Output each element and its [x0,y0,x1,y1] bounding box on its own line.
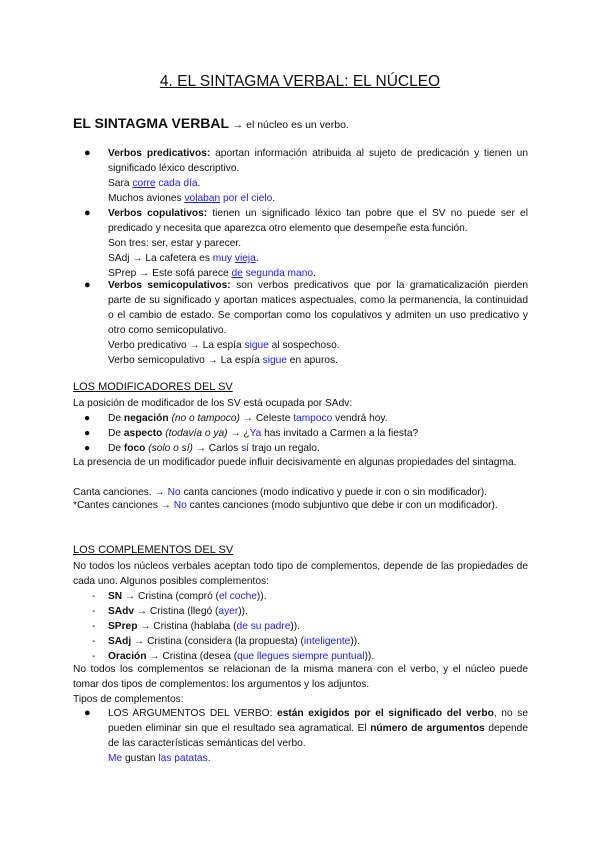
dash-icon: - [92,606,96,617]
modifiers-paragraph: La presencia de un modificador puede influir decisivamente en algunas propiedades del sintagma. [73,457,517,468]
example-complement: segunda mano [245,268,314,279]
item-highlight: de su padre [236,621,291,632]
item-bold: SPrep [108,621,138,632]
example-head: vieja [234,253,256,264]
example-text: *Cantes canciones → [73,500,174,511]
item-bold: SAdv [108,606,135,617]
example-text: . [255,253,259,264]
item-text: → Cristina (desea ( [146,651,238,662]
item-text: )). [290,621,300,632]
example-text: en apuros. [286,355,338,366]
modifier-item [84,441,320,456]
item-text: → Cristina (llegó ( [134,606,219,617]
example-verb: corre [132,178,156,189]
subsection-title-modificadores: LOS MODIFICADORES DEL SV [73,381,233,393]
bullet-icon: ● [84,207,91,219]
item-italic: (todavía o ya) [165,428,228,439]
item-text: → Celeste [239,413,294,424]
bullet-label: Verbos semicopulativos: [108,280,231,291]
dash-icon: - [92,591,96,602]
section-heading-rest: → el núcleo es un verbo. [232,119,349,131]
item-bold: SAdj [108,636,132,647]
item-bold: foco [123,443,146,454]
example-line [108,338,340,353]
example-text: . [313,268,316,279]
example-modifier: No [173,500,187,511]
example-verb: gustan [122,753,159,764]
example-line [108,176,200,191]
bullet-icon: ● [84,147,91,159]
example-text: Verbo semicopulativo → La espía [108,355,263,366]
example-complement: muy [212,253,233,264]
example-modifier: No [167,487,181,498]
bullet-text: son verbos predicativos que por la gramaticalización pierden parte de su significado y aportan matices aspectuales, como la permanencia, la continuidad o el cambio de estado. Se comportan como los copulativos y admiten un uso predicativo y otro como semicopulativo. [108,280,529,336]
example-verb: volaban [184,193,221,204]
example-text: canta canciones (modo indicativo y puede ir con o sin modificador). [180,487,487,498]
example-text: cantes canciones (modo subjuntivo que debe ir con un modificador). [186,500,498,511]
item-bold: negación [123,413,169,424]
item-text: )). [350,636,360,647]
complement-item [108,634,360,649]
item-highlight: ayer [218,606,239,617]
complements-intro: No todos los núcleos verbales aceptan todo tipo de complementos, depende de las propiedades de cada uno. Algunos posibles complementos: [73,561,528,587]
subsection-title-complementos: LOS COMPLEMENTOS DEL SV [73,544,234,556]
example-text: . [272,193,276,204]
list-line: Son tres: ser, estar y parecer. [108,238,242,249]
example-text: Sara [108,178,133,189]
bullet-predicativos [84,146,528,176]
bullet-copulativos [84,206,528,236]
item-text: )). [238,606,248,617]
bullet-label: Verbos copulativos: [108,208,208,219]
example-text: . [197,178,201,189]
section-heading-bold: EL SINTAGMA VERBAL [73,115,230,131]
dash-icon: - [92,651,96,662]
bullet-icon: ● [84,413,91,424]
complements-paragraph: No todos los complementos se relacionan de la misma manera con el verbo, y el núcleo puede tomar dos tipos de complementos: los argumentos y los adjuntos. [73,664,528,690]
item-text: De [108,443,124,454]
item-bold: aspecto [123,428,163,439]
example-line [108,751,211,766]
item-highlight: el coche [218,591,257,602]
bullet-icon: ● [84,707,91,719]
item-text: )). [256,591,267,602]
item-text: → Carlos [192,443,242,454]
item-text: De [108,428,124,439]
bullet-label: LOS ARGUMENTOS DEL VERBO: [108,708,278,719]
item-text: vendrá hoy. [332,413,388,424]
example-argument: las patatas [158,753,208,764]
bullet-bold: número de argumentos [370,723,485,734]
item-bold: Oración [108,651,147,662]
example-head: de [231,268,243,279]
bullet-icon: ● [84,428,91,439]
item-bold: SN [108,591,123,602]
item-text: )). [364,651,375,662]
dash-icon: - [92,636,96,647]
example-line [108,251,259,266]
example-complement: cada día [158,178,198,189]
item-text: De [108,413,124,424]
bullet-icon: ● [84,279,91,291]
item-highlight: tampoco [293,413,333,424]
item-highlight: Ya [249,428,262,439]
example-text: Canta canciones. → [73,487,168,498]
bullet-text: aportan información atribuida al sujeto de predicación y tienen un significado léxico descriptivo. [108,148,528,174]
complement-item [108,619,300,634]
example-text: Muchos aviones [108,193,185,204]
example-complement: por el cielo [222,193,273,204]
example-text: Verbo predicativo → La espía [108,340,245,351]
modifier-item [84,426,419,441]
item-text: → Cristina (considera (la propuesta) ( [131,636,304,647]
item-highlight: que llegues siempre puntual [237,651,365,662]
bullet-text: , no se pueden eliminar sin que el resultado sea agramatical. El [108,708,528,734]
example-argument: Me [108,753,123,764]
example-verb: sigue [262,355,287,366]
item-highlight: sí [241,443,250,454]
item-italic: (no o tampoco) [171,413,240,424]
item-text: trajo un regalo. [249,443,320,454]
example-text: al sospechoso. [268,340,340,351]
example-text: SAdj → La cafetera es [108,253,213,264]
bullet-semicopulativos [84,278,529,338]
example-verb: sigue [244,340,269,351]
section-heading [73,115,349,131]
complements-types-label: Tipos de complementos: [73,694,184,705]
item-text: → Cristina (compró ( [122,591,219,602]
bullet-argumentos [84,706,528,751]
bullet-text: tienen un significado léxico tan pobre que el SV no puede ser el predicado y necesita que aparezca otro elemento que desempeñe esta función. [108,208,528,234]
item-text: → Cristina (hablaba ( [137,621,237,632]
bullet-label: Verbos predicativos: [108,148,211,159]
complement-item [108,589,267,604]
example-line [108,191,275,206]
modifiers-example [73,498,528,513]
example-line [108,353,338,368]
dash-icon: - [92,621,96,632]
item-text: has invitado a Carmen a la fiesta? [261,428,419,439]
modifiers-intro: La posición de modificador de los SV está ocupada por SAdv: [73,398,353,409]
example-text: SPrep → Este sofá parece [108,268,232,279]
page-title: 4. EL SINTAGMA VERBAL: EL NÚCLEO [159,73,441,90]
item-text: → ¿ [227,428,250,439]
bullet-icon: ● [84,443,91,454]
bullet-text: depende de las características semánticas del verbo. [108,723,528,749]
item-italic: (solo o sí) [148,443,193,454]
bullet-bold: están exigidos por el significado del verbo [277,708,494,719]
example-text: . [207,753,211,764]
modifier-item [84,411,388,426]
item-highlight: inteligente [303,636,351,647]
complement-item [108,604,248,619]
